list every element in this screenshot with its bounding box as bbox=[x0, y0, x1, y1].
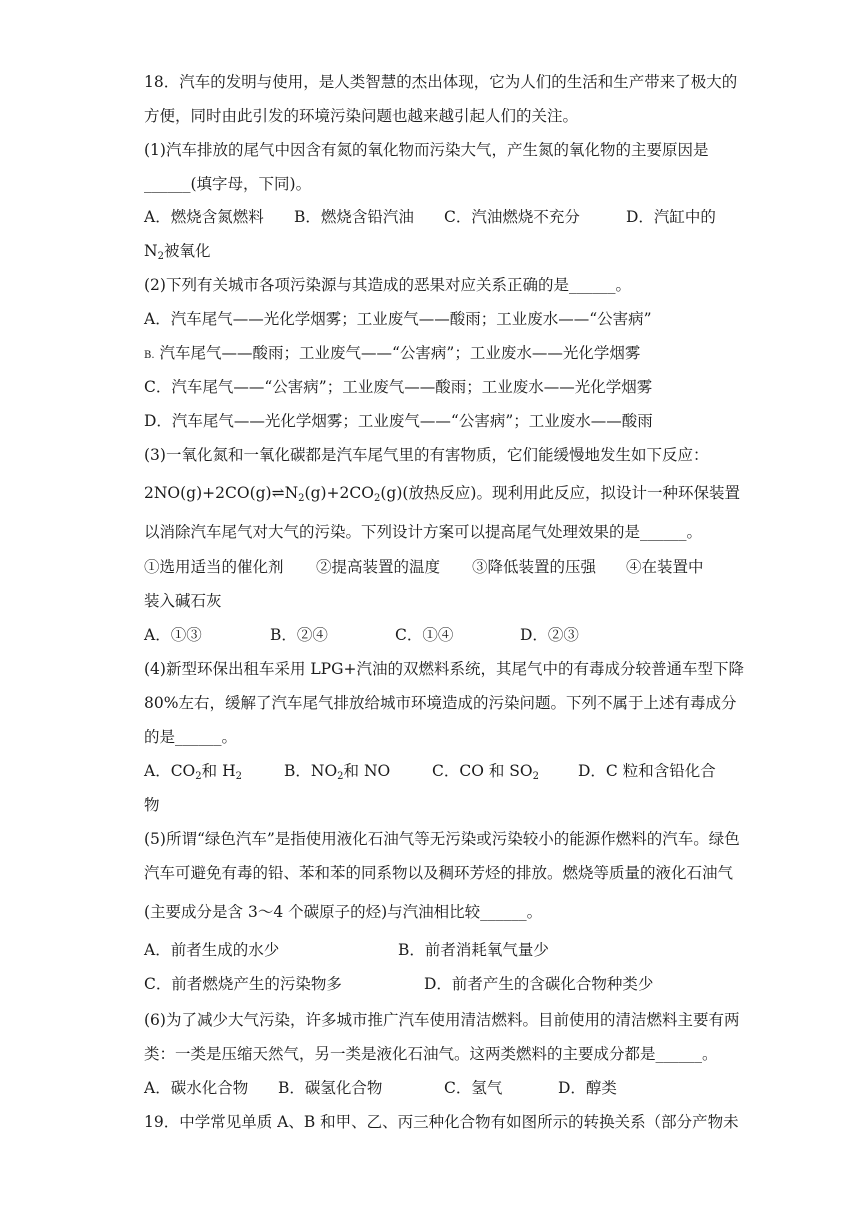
q18-p1-option-d: D．汽缸中的 bbox=[626, 208, 716, 226]
q18-p6-option-d: D．醇类 bbox=[558, 1079, 617, 1097]
q18-p4-stem-3: 的是______。 bbox=[144, 728, 238, 746]
q18-p4-option-d: D．C 粒和含铅化合 bbox=[578, 762, 716, 780]
q18-p5-stem-2: 汽车可避免有毒的铅、苯和苯的同系物以及稠环芳烃的排放。燃烧等质量的液化石油气 bbox=[144, 864, 734, 882]
q18-p2-option-a: A．汽车尾气——光化学烟雾；工业废气——酸雨；工业废水——“公害病” bbox=[144, 310, 652, 328]
reaction-equation: $2NO(g)+2CO(g)\rightleftharpoons N_2(g)+2CO_2(g)$ bbox=[144, 484, 403, 504]
q18-p4-stem-2: 80%左右，缓解了汽车尾气排放给城市环境造成的污染问题。下列不属于上述有毒成分 bbox=[144, 694, 737, 712]
q18-p2-option-d: D．汽车尾气——光化学烟雾；工业废气——“公害病”；工业废水——酸雨 bbox=[144, 412, 653, 430]
q18-p6-stem-1: (6)为了减少大气污染，许多城市推广汽车使用清洁燃料。目前使用的清洁燃料主要有两 bbox=[144, 1011, 740, 1029]
q18-intro-line-2: 方便，同时由此引发的环境污染问题也越来越引起人们的关注。 bbox=[144, 107, 579, 125]
q18-p1-stem-2: ______(填字母，下同)。 bbox=[144, 175, 312, 193]
q18-p5-option-b: B．前者消耗氧气量少 bbox=[398, 941, 549, 959]
q18-p6-option-a: A．碳水化合物 bbox=[144, 1079, 249, 1097]
q18-p4-stem-1: (4)新型环保出租车采用 LPG+汽油的双燃料系统，其尾气中的有毒成分较普通车型下降 bbox=[144, 660, 744, 678]
q18-p4-option-d-cont: 物 bbox=[144, 796, 160, 814]
q18-p3-stem-3: 以消除汽车尾气对大气的污染。下列设计方案可以提高尾气处理效果的是______。 bbox=[144, 523, 703, 541]
q19-stem-1: 19．中学常见单质 A、B 和甲、乙、丙三种化合物有如图所示的转换关系（部分产物未 bbox=[144, 1113, 739, 1131]
q18-p6-stem-2: 类：一类是压缩天然气，另一类是液化石油气。这两类燃料的主要成分都是______。 bbox=[144, 1045, 718, 1063]
q18-p5-option-d: D．前者产生的含碳化合物种类少 bbox=[424, 975, 654, 993]
q18-p2-option-c: C．汽车尾气——“公害病”；工业废气——酸雨；工业废水——光化学烟雾 bbox=[144, 378, 653, 396]
q18-p1-option-a: A．燃烧含氮燃料 bbox=[144, 208, 264, 226]
q18-p1-option-d-cont: $N_2$被氧化 bbox=[144, 242, 211, 262]
q18-p3-choice-2: ②提高装置的温度 bbox=[316, 558, 441, 576]
q18-p3-option-c: C．①④ bbox=[395, 626, 454, 644]
q18-p3-option-d: D．②③ bbox=[520, 626, 579, 644]
q18-p6-option-c: C．氢气 bbox=[444, 1079, 503, 1097]
q18-p3-option-a: A．①③ bbox=[144, 626, 202, 644]
q18-intro-line-1: 18．汽车的发明与使用，是人类智慧的杰出体现，它为人们的生活和生产带来了极大的 bbox=[144, 73, 738, 91]
q18-p6-option-b: B．碳氢化合物 bbox=[278, 1079, 383, 1097]
q18-p2-stem: (2)下列有关城市各项污染源与其造成的恶果对应关系正确的是______。 bbox=[144, 276, 631, 294]
q18-p4-option-c: C．CO 和 $SO_2$ bbox=[432, 762, 539, 782]
q18-p3-stem-1: (3)一氧化氮和一氧化碳都是汽车尾气里的有害物质，它们能缓慢地发生如下反应： bbox=[144, 446, 709, 464]
q18-p2-option-b: B. 汽车尾气——酸雨；工业废气——“公害病”；工业废水——光化学烟雾 bbox=[144, 344, 641, 362]
q18-p5-option-c: C．前者燃烧产生的污染物多 bbox=[144, 975, 342, 993]
q18-p3-equation-line: $2NO(g)+2CO(g)\rightleftharpoons N_2(g)+2CO_2(g)$(放热反应)。现利用此反应，拟设计一种环保装置 bbox=[144, 484, 740, 504]
q18-p3-choice-4: ④在装置中 bbox=[626, 558, 704, 576]
q18-p1-stem-1: (1)汽车排放的尾气中因含有氮的氧化物而污染大气，产生氮的氧化物的主要原因是 bbox=[144, 141, 709, 159]
q18-p3-choice-3: ③降低装置的压强 bbox=[472, 558, 597, 576]
q18-p3-choice-1: ①选用适当的催化剂 bbox=[144, 558, 284, 576]
q18-p4-option-b: B．$NO_2$和 NO bbox=[284, 762, 391, 782]
q18-p3-option-b: B．②④ bbox=[270, 626, 328, 644]
q18-p1-option-b: B．燃烧含铅汽油 bbox=[294, 208, 414, 226]
q18-p4-option-a: A．$CO_2$和 $H_2$ bbox=[144, 762, 242, 782]
q18-p5-stem-1: (5)所谓“绿色汽车”是指使用液化石油气等无污染或污染较小的能源作燃料的汽车。绿色 bbox=[144, 830, 740, 848]
q18-p1-option-c: C．汽油燃烧不充分 bbox=[444, 208, 580, 226]
q18-p3-choice-4-cont: 装入碱石灰 bbox=[144, 592, 222, 610]
q18-p5-stem-3: (主要成分是含 3～4 个碳原子的烃)与汽油相比较______。 bbox=[144, 903, 543, 921]
q18-p5-option-a: A．前者生成的水少 bbox=[144, 941, 280, 959]
